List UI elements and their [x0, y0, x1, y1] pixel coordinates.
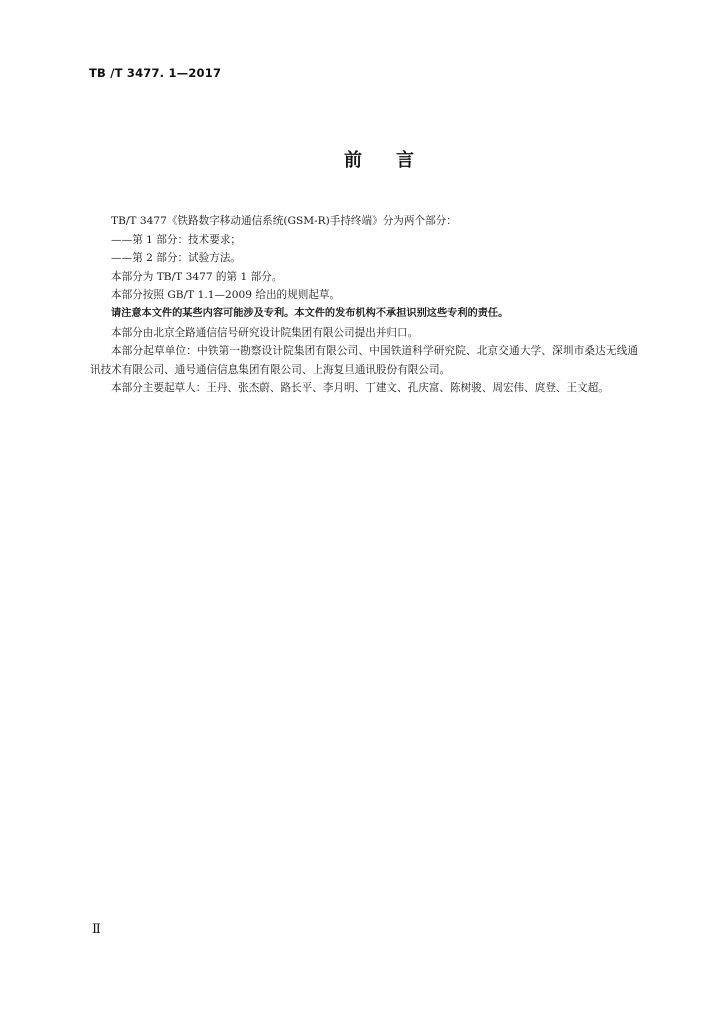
paragraph-patent-notice: 请注意本文件的某些内容可能涉及专利。本文件的发布机构不承担识别这些专利的责任。 [111, 307, 509, 319]
paragraph-drafting-units: 本部分起草单位：中铁第一勘察设计院集团有限公司、中国铁道科学研究院、北京交通大学、深圳市桑达无线通讯技术有限公司、通号通信信息集团有限公司、上海复旦通讯股份有限公司。 [90, 345, 638, 376]
standard-code-header: TB /T 3477. 1—2017 [89, 66, 222, 80]
list-item-part-2: ——第 2 部分：试验方法。 [111, 252, 242, 265]
page-title: 前言 [344, 150, 448, 171]
paragraph-intro: TB/T 3477《铁路数字移动通信系统(GSM-R)手持终端》分为两个部分： [111, 215, 457, 227]
foreword-body [90, 212, 638, 398]
page-number: Ⅱ [92, 922, 101, 937]
paragraph-proposer: 本部分由北京全路通信信号研究设计院集团有限公司提出并归口。 [111, 326, 419, 339]
paragraph-drafters: 本部分主要起草人：王丹、张杰蔚、路长平、李月明、丁建文、孔庆富、陈树骏、周宏伟、庹登、王文超。 [111, 382, 609, 395]
paragraph-rules: 本部分按照 GB/T 1.1—2009 给出的规则起草。 [111, 289, 341, 302]
list-item-part-1: ——第 1 部分：技术要求； [111, 233, 242, 246]
paragraph-part: 本部分为 TB/T 3477 的第 1 部分。 [111, 270, 283, 283]
